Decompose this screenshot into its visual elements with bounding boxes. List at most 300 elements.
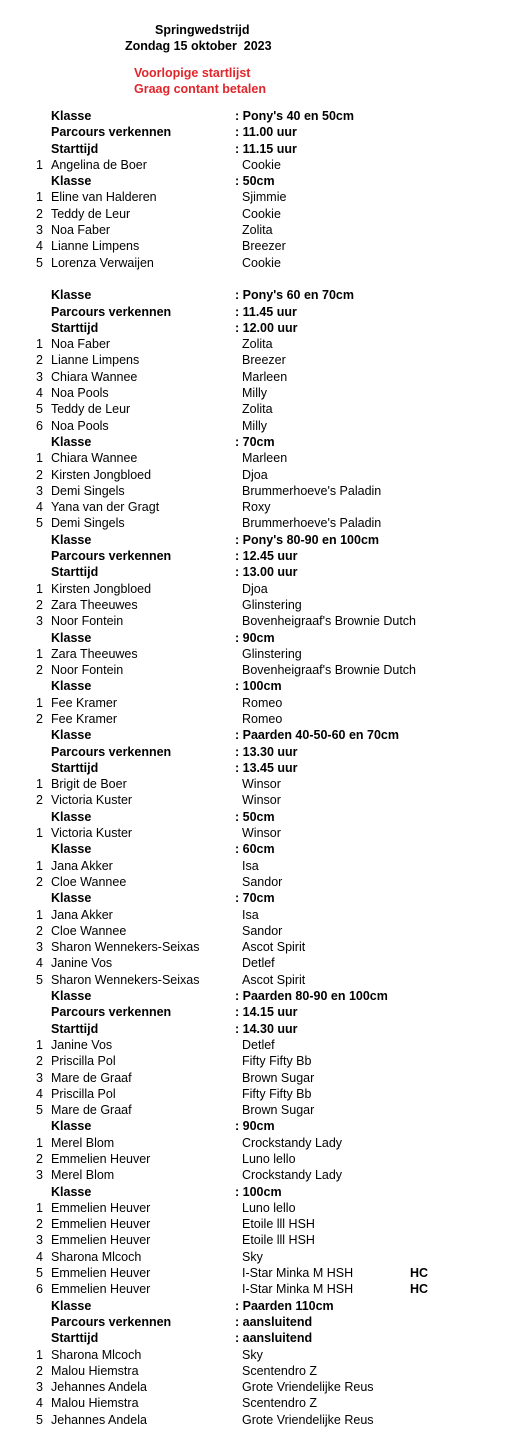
info-value: : 90cm [235, 1119, 275, 1134]
rider-name: Eline van Halderen [51, 190, 157, 205]
entry-number: 1 [36, 907, 43, 922]
horse-name: I-Star Minka M HSH [242, 1266, 354, 1281]
info-value: : 11.15 uur [235, 141, 297, 156]
entry-number: 2 [36, 1217, 43, 1232]
hc-note: HC [410, 1266, 429, 1281]
entry-number: 1 [36, 581, 43, 596]
rider-name: Zara Theeuwes [51, 597, 138, 612]
entry-row [0, 613, 513, 629]
entry-number: 2 [36, 663, 43, 678]
entry-number: 3 [36, 1070, 43, 1085]
rider-name: Emmelien Heuver [51, 1266, 151, 1281]
hc-note: HC [410, 1282, 429, 1297]
info-label: Klasse [51, 891, 92, 906]
rider-name: Jana Akker [51, 858, 113, 873]
horse-name: Djoa [242, 581, 268, 596]
info-value: : aansluitend [235, 1331, 313, 1346]
rider-name: Noor Fontein [51, 663, 124, 678]
entry-row [0, 1265, 513, 1281]
horse-name: Zolita [242, 337, 273, 352]
horse-name: Scentendro Z [242, 1396, 318, 1411]
horse-name: Bovenheigraaf's Brownie Dutch [242, 614, 417, 629]
payment-notice: Graag contant betalen [134, 82, 266, 96]
info-label: Parcours verkennen [51, 1005, 172, 1020]
class-info-row [0, 320, 513, 336]
info-label: Klasse [51, 842, 92, 857]
entry-number: 1 [36, 337, 43, 352]
rider-name: Lorenza Verwaijen [51, 255, 154, 270]
horse-name: Etoile lll HSH [242, 1217, 315, 1232]
class-info-row [0, 564, 513, 580]
entry-row [0, 939, 513, 955]
entry-row [0, 1281, 513, 1297]
entry-row [0, 1216, 513, 1232]
info-value: : aansluitend [235, 1314, 313, 1329]
horse-name: Cookie [242, 157, 281, 172]
entry-number: 2 [36, 1363, 43, 1378]
horse-name: Glinstering [242, 597, 302, 612]
entry-number: 5 [36, 255, 43, 270]
horse-name: Zolita [242, 223, 273, 238]
entry-number: 2 [36, 711, 43, 726]
entry-number: 2 [36, 1054, 43, 1069]
horse-name: Fifty Fifty Bb [242, 1054, 312, 1069]
entry-number: 1 [36, 646, 43, 661]
info-value: : 12.00 uur [235, 320, 298, 335]
class-info-row [0, 678, 513, 694]
horse-name: Zolita [242, 402, 273, 417]
class-info-row [0, 890, 513, 906]
entry-row [0, 189, 513, 205]
entry-row [0, 581, 513, 597]
rider-name: Fee Kramer [51, 711, 117, 726]
class-info-row [0, 727, 513, 743]
entry-row [0, 1102, 513, 1118]
class-info-row [0, 532, 513, 548]
horse-name: Milly [242, 386, 267, 401]
class-info-row [0, 988, 513, 1004]
entry-number: 2 [36, 597, 43, 612]
class-info-row [0, 1330, 513, 1346]
horse-name: Milly [242, 418, 267, 433]
horse-name: Glinstering [242, 646, 302, 661]
info-label: Klasse [51, 288, 92, 303]
entry-row [0, 499, 513, 515]
class-info-row [0, 1021, 513, 1037]
info-label: Klasse [51, 809, 92, 824]
rider-name: Lianne Limpens [51, 353, 140, 368]
entry-row [0, 1347, 513, 1363]
info-label: Klasse [51, 434, 92, 449]
rider-name: Mare de Graaf [51, 1103, 132, 1118]
entry-number: 1 [36, 695, 43, 710]
info-value: : 60cm [235, 842, 275, 857]
horse-name: Isa [242, 858, 259, 873]
entry-row [0, 711, 513, 727]
horse-name: Etoile lll HSH [242, 1233, 315, 1248]
rider-name: Emmelien Heuver [51, 1233, 151, 1248]
rider-name: Noor Fontein [51, 614, 124, 629]
info-label: Starttijd [51, 760, 99, 775]
entry-number: 6 [36, 418, 43, 433]
entry-number: 3 [36, 483, 43, 498]
entry-row [0, 695, 513, 711]
entry-row [0, 1167, 513, 1183]
entry-row [0, 792, 513, 808]
entry-row [0, 825, 513, 841]
horse-name: Sandor [242, 874, 283, 889]
rider-name: Demi Singels [51, 516, 125, 531]
entry-number: 1 [36, 826, 43, 841]
entry-number: 2 [36, 874, 43, 889]
info-label: Klasse [51, 174, 92, 189]
entry-row [0, 858, 513, 874]
entry-row [0, 907, 513, 923]
horse-name: Detlef [242, 1037, 275, 1052]
entry-row [0, 1249, 513, 1265]
horse-name: Breezer [242, 353, 286, 368]
entry-row [0, 467, 513, 483]
horse-name: Isa [242, 907, 259, 922]
class-info-row [0, 124, 513, 140]
entry-row [0, 255, 513, 271]
info-value: : Pony's 40 en 50cm [235, 109, 355, 123]
class-info-row [0, 1298, 513, 1314]
entry-row [0, 776, 513, 792]
info-label: Klasse [51, 728, 92, 743]
entry-number: 5 [36, 972, 43, 987]
horse-name: Luno lello [242, 1200, 296, 1215]
entry-row [0, 1135, 513, 1151]
spacer-row [0, 271, 513, 287]
class-info-row [0, 1314, 513, 1330]
info-value: : Pony's 60 en 70cm [235, 288, 355, 303]
horse-name: Breezer [242, 239, 286, 254]
rider-name: Angelina de Boer [51, 157, 147, 172]
rider-name: Chiara Wannee [51, 369, 138, 384]
entry-row [0, 418, 513, 434]
entry-number: 3 [36, 614, 43, 629]
entry-row [0, 597, 513, 613]
entry-row [0, 515, 513, 531]
horse-name: Winsor [242, 793, 281, 808]
rider-name: Noa Pools [51, 386, 109, 401]
class-info-row [0, 630, 513, 646]
horse-name: Grote Vriendelijke Reus [242, 1380, 374, 1395]
class-info-row [0, 1118, 513, 1134]
horse-name: Sandor [242, 923, 283, 938]
provisional-notice: Voorlopige startlijst [134, 66, 251, 80]
rider-name: Emmelien Heuver [51, 1217, 151, 1232]
horse-name: Ascot Spirit [242, 940, 306, 955]
entry-row [0, 369, 513, 385]
info-value: : 13.45 uur [235, 760, 298, 775]
entry-row [0, 238, 513, 254]
entry-row [0, 385, 513, 401]
info-value: : 50cm [235, 174, 275, 189]
info-value: : 13.00 uur [235, 565, 298, 580]
info-label: Parcours verkennen [51, 125, 172, 140]
rider-name: Noa Pools [51, 418, 109, 433]
rider-name: Janine Vos [51, 1037, 113, 1052]
entry-number: 4 [36, 1086, 43, 1101]
rider-name: Cloe Wannee [51, 874, 127, 889]
entry-row [0, 1070, 513, 1086]
entry-number: 5 [36, 1103, 43, 1118]
horse-name: Cookie [242, 206, 281, 221]
info-value: : 12.45 uur [235, 549, 298, 564]
entry-number: 3 [36, 1380, 43, 1395]
entry-row [0, 874, 513, 890]
rider-name: Cloe Wannee [51, 923, 127, 938]
entry-number: 4 [36, 956, 43, 971]
rider-name: Noa Faber [51, 223, 111, 238]
entry-number: 1 [36, 1037, 43, 1052]
rider-name: Teddy de Leur [51, 206, 131, 221]
horse-name: Bovenheigraaf's Brownie Dutch [242, 663, 417, 678]
class-info-row [0, 287, 513, 303]
entry-row [0, 157, 513, 173]
horse-name: Scentendro Z [242, 1363, 318, 1378]
horse-name: Djoa [242, 467, 268, 482]
entry-row [0, 401, 513, 417]
rider-name: Janine Vos [51, 956, 113, 971]
entry-number: 2 [36, 1152, 43, 1166]
rider-name: Merel Blom [51, 1168, 115, 1183]
entry-number: 3 [36, 1233, 43, 1248]
info-value: : 14.15 uur [235, 1005, 298, 1020]
rider-name: Sharon Wennekers-Seixas [51, 940, 200, 955]
entry-number: 4 [36, 1249, 43, 1264]
info-value: : 14.30 uur [235, 1021, 298, 1036]
rider-name: Sharona Mlcoch [51, 1347, 142, 1362]
rider-name: Emmelien Heuver [51, 1282, 151, 1297]
rider-name: Yana van der Gragt [51, 500, 160, 515]
class-info-row [0, 841, 513, 857]
class-info-row [0, 1184, 513, 1200]
info-label: Klasse [51, 1184, 92, 1199]
entry-number: 4 [36, 239, 43, 254]
horse-name: Sky [242, 1347, 263, 1362]
class-info-row [0, 108, 513, 124]
rider-name: Zara Theeuwes [51, 646, 138, 661]
horse-name: Crockstandy Lady [242, 1168, 343, 1183]
rider-name: Jehannes Andela [51, 1412, 147, 1427]
info-label: Klasse [51, 679, 92, 694]
horse-name: Luno lello [242, 1152, 296, 1166]
entry-number: 2 [36, 793, 43, 808]
info-label: Klasse [51, 532, 92, 547]
rider-name: Priscilla Pol [51, 1086, 116, 1101]
entry-number: 5 [36, 516, 43, 531]
entry-number: 1 [36, 777, 43, 792]
horse-name: Brown Sugar [242, 1070, 315, 1085]
entry-row [0, 955, 513, 971]
rider-name: Noa Faber [51, 337, 111, 352]
horse-name: Marleen [242, 451, 288, 466]
rider-name: Kirsten Jongbloed [51, 581, 152, 596]
horse-name: Sky [242, 1249, 263, 1264]
class-info-row [0, 141, 513, 157]
horse-name: Fifty Fifty Bb [242, 1086, 312, 1101]
entry-row [0, 662, 513, 678]
horse-name: Winsor [242, 777, 281, 792]
rider-name: Fee Kramer [51, 695, 117, 710]
entry-row [0, 1200, 513, 1216]
info-value: : 50cm [235, 809, 275, 824]
entry-number: 2 [36, 467, 43, 482]
rider-name: Sharona Mlcoch [51, 1249, 142, 1264]
entry-number: 1 [36, 157, 43, 172]
rider-name: Sharon Wennekers-Seixas [51, 972, 200, 987]
entry-row [0, 1412, 513, 1428]
info-label: Parcours verkennen [51, 744, 172, 759]
entry-row [0, 483, 513, 499]
horse-name: Marleen [242, 369, 288, 384]
info-label: Starttijd [51, 1021, 99, 1036]
entry-row [0, 336, 513, 352]
info-label: Klasse [51, 630, 92, 645]
horse-name: Romeo [242, 711, 283, 726]
entry-row [0, 1037, 513, 1053]
entry-row [0, 1086, 513, 1102]
rider-name: Demi Singels [51, 483, 125, 498]
entry-number: 4 [36, 500, 43, 515]
horse-name: Brown Sugar [242, 1103, 315, 1118]
horse-name: Winsor [242, 826, 281, 841]
rider-name: Malou Hiemstra [51, 1396, 139, 1411]
info-label: Parcours verkennen [51, 304, 172, 319]
info-label: Klasse [51, 109, 92, 123]
horse-name: Romeo [242, 695, 283, 710]
entry-number: 1 [36, 1135, 43, 1150]
entry-row [0, 1379, 513, 1395]
entry-number: 1 [36, 1200, 43, 1215]
rider-name: Teddy de Leur [51, 402, 131, 417]
entry-row [0, 1363, 513, 1379]
info-value: : 70cm [235, 434, 275, 449]
info-label: Starttijd [51, 565, 99, 580]
rider-name: Emmelien Heuver [51, 1152, 151, 1166]
horse-name: Brummerhoeve's Paladin [242, 516, 382, 531]
entry-row [0, 1232, 513, 1248]
horse-name: Ascot Spirit [242, 972, 306, 987]
class-info-row [0, 744, 513, 760]
info-value: : Paarden 40-50-60 en 70cm [235, 728, 399, 743]
entry-row [0, 1151, 513, 1167]
entry-number: 2 [36, 206, 43, 221]
horse-name: Roxy [242, 500, 271, 515]
entry-row [0, 1395, 513, 1411]
info-label: Parcours verkennen [51, 1314, 172, 1329]
info-label: Starttijd [51, 141, 99, 156]
rider-name: Jana Akker [51, 907, 113, 922]
class-info-row [0, 760, 513, 776]
entry-row [0, 972, 513, 988]
event-date: Zondag 15 oktober 2023 [125, 39, 272, 53]
entry-number: 5 [36, 1266, 43, 1281]
class-info-row [0, 809, 513, 825]
horse-name: Brummerhoeve's Paladin [242, 483, 382, 498]
entry-number: 4 [36, 386, 43, 401]
entry-row [0, 450, 513, 466]
event-title: Springwedstrijd [155, 23, 250, 37]
horse-name: Detlef [242, 956, 275, 971]
info-value: : 100cm [235, 1184, 282, 1199]
horse-name: Sjimmie [242, 190, 287, 205]
info-label: Klasse [51, 1298, 92, 1313]
info-value: : Pony's 80-90 en 100cm [235, 532, 380, 547]
rider-name: Merel Blom [51, 1135, 115, 1150]
rider-name: Malou Hiemstra [51, 1363, 139, 1378]
entry-row [0, 923, 513, 939]
class-info-row [0, 173, 513, 189]
rider-name: Brigit de Boer [51, 777, 127, 792]
entry-number: 3 [36, 223, 43, 238]
entry-row [0, 206, 513, 222]
entry-number: 3 [36, 369, 43, 384]
info-value: : Paarden 80-90 en 100cm [235, 989, 388, 1004]
info-label: Klasse [51, 1119, 92, 1134]
info-label: Klasse [51, 989, 92, 1004]
info-value: : 100cm [235, 679, 282, 694]
entry-number: 3 [36, 1168, 43, 1183]
rider-name: Mare de Graaf [51, 1070, 132, 1085]
info-value: : 70cm [235, 891, 275, 906]
start-list [0, 108, 513, 1428]
entry-number: 3 [36, 940, 43, 955]
entry-number: 2 [36, 353, 43, 368]
entry-number: 1 [36, 190, 43, 205]
entry-row [0, 646, 513, 662]
entry-number: 4 [36, 1396, 43, 1411]
horse-name: Grote Vriendelijke Reus [242, 1412, 374, 1427]
rider-name: Kirsten Jongbloed [51, 467, 152, 482]
horse-name: Cookie [242, 255, 281, 270]
info-value: : 13.30 uur [235, 744, 298, 759]
info-value: : 11.45 uur [235, 304, 297, 319]
entry-number: 1 [36, 451, 43, 466]
entry-row [0, 1053, 513, 1069]
rider-name: Lianne Limpens [51, 239, 140, 254]
rider-name: Priscilla Pol [51, 1054, 116, 1069]
rider-name: Jehannes Andela [51, 1380, 147, 1395]
rider-name: Chiara Wannee [51, 451, 138, 466]
entry-number: 2 [36, 923, 43, 938]
class-info-row [0, 548, 513, 564]
entry-number: 1 [36, 858, 43, 873]
info-value: : Paarden 110cm [235, 1298, 334, 1313]
info-label: Starttijd [51, 1331, 99, 1346]
entry-row [0, 352, 513, 368]
class-info-row [0, 434, 513, 450]
info-value: : 11.00 uur [235, 125, 297, 140]
entry-number: 5 [36, 402, 43, 417]
info-label: Parcours verkennen [51, 549, 172, 564]
rider-name: Victoria Kuster [51, 793, 133, 808]
entry-number: 6 [36, 1282, 43, 1297]
class-info-row [0, 1004, 513, 1020]
class-info-row [0, 304, 513, 320]
info-label: Starttijd [51, 320, 99, 335]
rider-name: Victoria Kuster [51, 826, 133, 841]
entry-number: 5 [36, 1412, 43, 1427]
entry-row [0, 222, 513, 238]
entry-number: 1 [36, 1347, 43, 1362]
info-value: : 90cm [235, 630, 275, 645]
rider-name: Emmelien Heuver [51, 1200, 151, 1215]
horse-name: Crockstandy Lady [242, 1135, 343, 1150]
